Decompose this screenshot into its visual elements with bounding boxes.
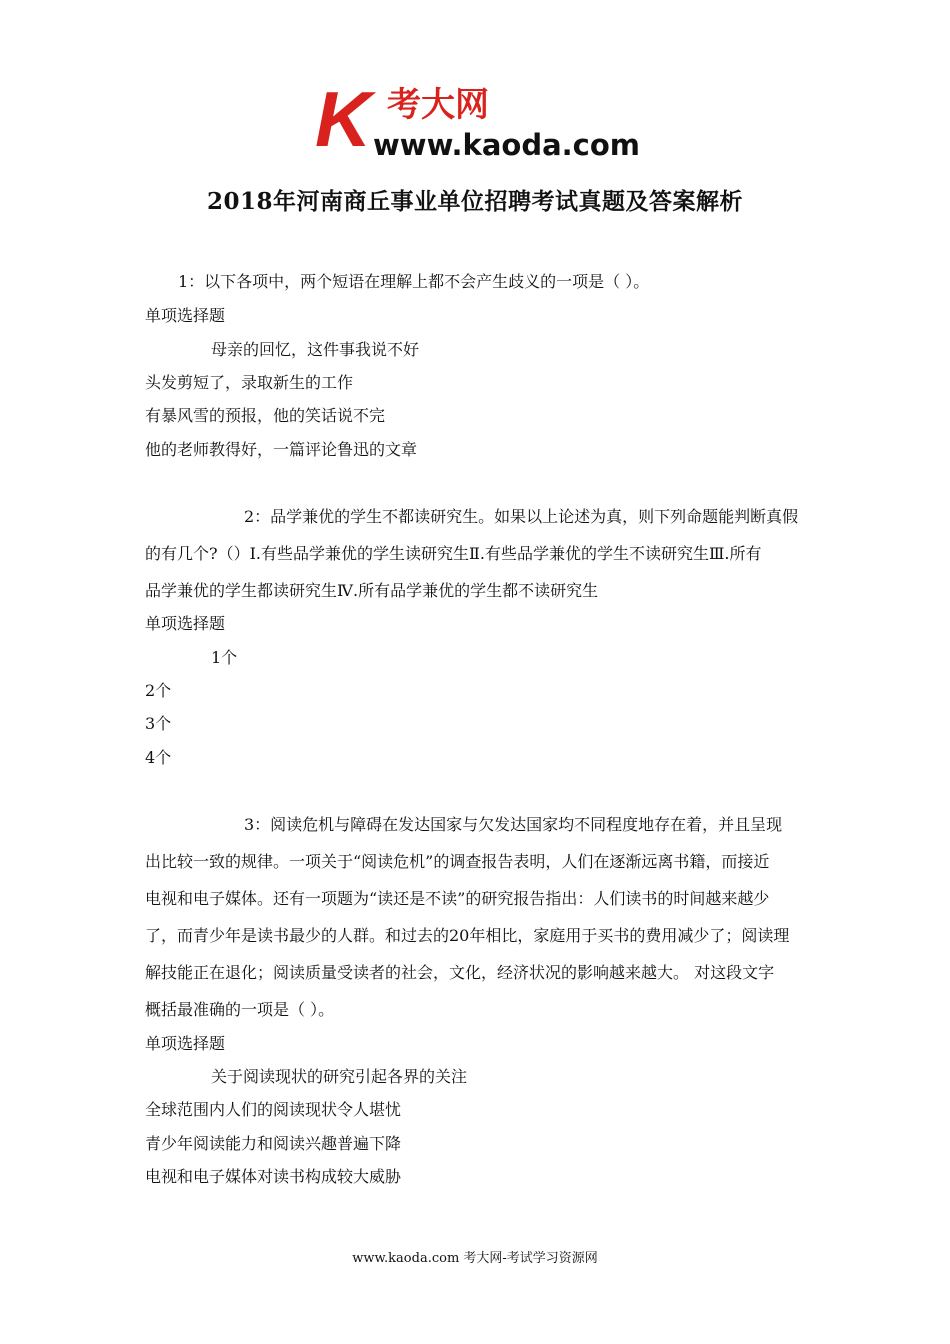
page-footer: www.kaoda.com 考大网-考试学习资源网 (352, 1251, 598, 1266)
question-3-stem-line-3: 电视和电子媒体。还有一项题为“读还是不读”的研究报告指出：人们读书的时间越来越少 (145, 889, 770, 908)
question-3-option-c: 青少年阅读能力和阅读兴趣普遍下降 (145, 1134, 402, 1153)
question-1-option-a: 母亲的回忆，这件事我说不好 (211, 340, 420, 359)
question-3-stem-line-6: 概括最准确的一项是（ ）。 (145, 1000, 335, 1019)
document-title: 2018年河南商丘事业单位招聘考试真题及答案解析 (206, 188, 743, 215)
question-3-option-b: 全球范围内人们的阅读现状令人堪忧 (145, 1100, 402, 1119)
question-3-stem-line-2: 出比较一致的规律。一项关于“阅读危机”的调查报告表明，人们在逐渐远离书籍，而接近 (145, 852, 770, 871)
question-2-stem-line-3: 品学兼优的学生都读研究生Ⅳ.所有品学兼优的学生都不读研究生 (145, 581, 599, 600)
question-3-option-a: 关于阅读现状的研究引起各界的关注 (211, 1067, 468, 1086)
question-1-option-c: 有暴风雪的预报，他的笑话说不完 (145, 406, 386, 425)
question-3-stem-line-1: 3：阅读危机与障碍在发达国家与欠发达国家均不同程度地存在着，并且呈现 (244, 815, 783, 834)
kaoda-logo (315, 80, 640, 160)
question-1-stem-line-1: 1：以下各项中，两个短语在理解上都不会产生歧义的一项是（ ）。 (178, 272, 650, 291)
question-2-option-c: 3个 (145, 714, 172, 733)
question-1-option-b: 头发剪短了，录取新生的工作 (145, 373, 354, 392)
question-3-stem-line-4: 了，而青少年是读书最少的人群。和过去的20年相比，家庭用于买书的费用减少了；阅读理 (145, 926, 790, 945)
question-2-stem-line-1: 2：品学兼优的学生不都读研究生。如果以上论述为真，则下列命题能判断真假 (244, 507, 799, 526)
kaoda-logo-graphic (315, 80, 640, 160)
question-3-option-d: 电视和电子媒体对读书构成较大威胁 (145, 1167, 402, 1186)
question-1-type: 单项选择题 (145, 306, 226, 325)
logo-url: www.kaoda.com (373, 128, 640, 160)
question-2-type: 单项选择题 (145, 614, 226, 633)
logo-brand: 考大网 (387, 85, 489, 125)
question-3-type: 单项选择题 (145, 1034, 226, 1053)
question-1-option-d: 他的老师教得好，一篇评论鲁迅的文章 (145, 440, 418, 459)
question-2-stem-line-2: 的有几个?（）Ⅰ.有些品学兼优的学生读研究生Ⅱ.有些品学兼优的学生不读研究生Ⅲ.所有 (145, 544, 762, 563)
logo-letter: K (315, 80, 372, 160)
question-2-option-b: 2个 (145, 681, 172, 700)
question-2-option-d: 4个 (145, 748, 172, 767)
question-2-option-a: 1个 (211, 648, 238, 667)
question-3-stem-line-5: 解技能正在退化；阅读质量受读者的社会，文化，经济状况的影响越来越大。 对这段文字 (145, 963, 775, 982)
